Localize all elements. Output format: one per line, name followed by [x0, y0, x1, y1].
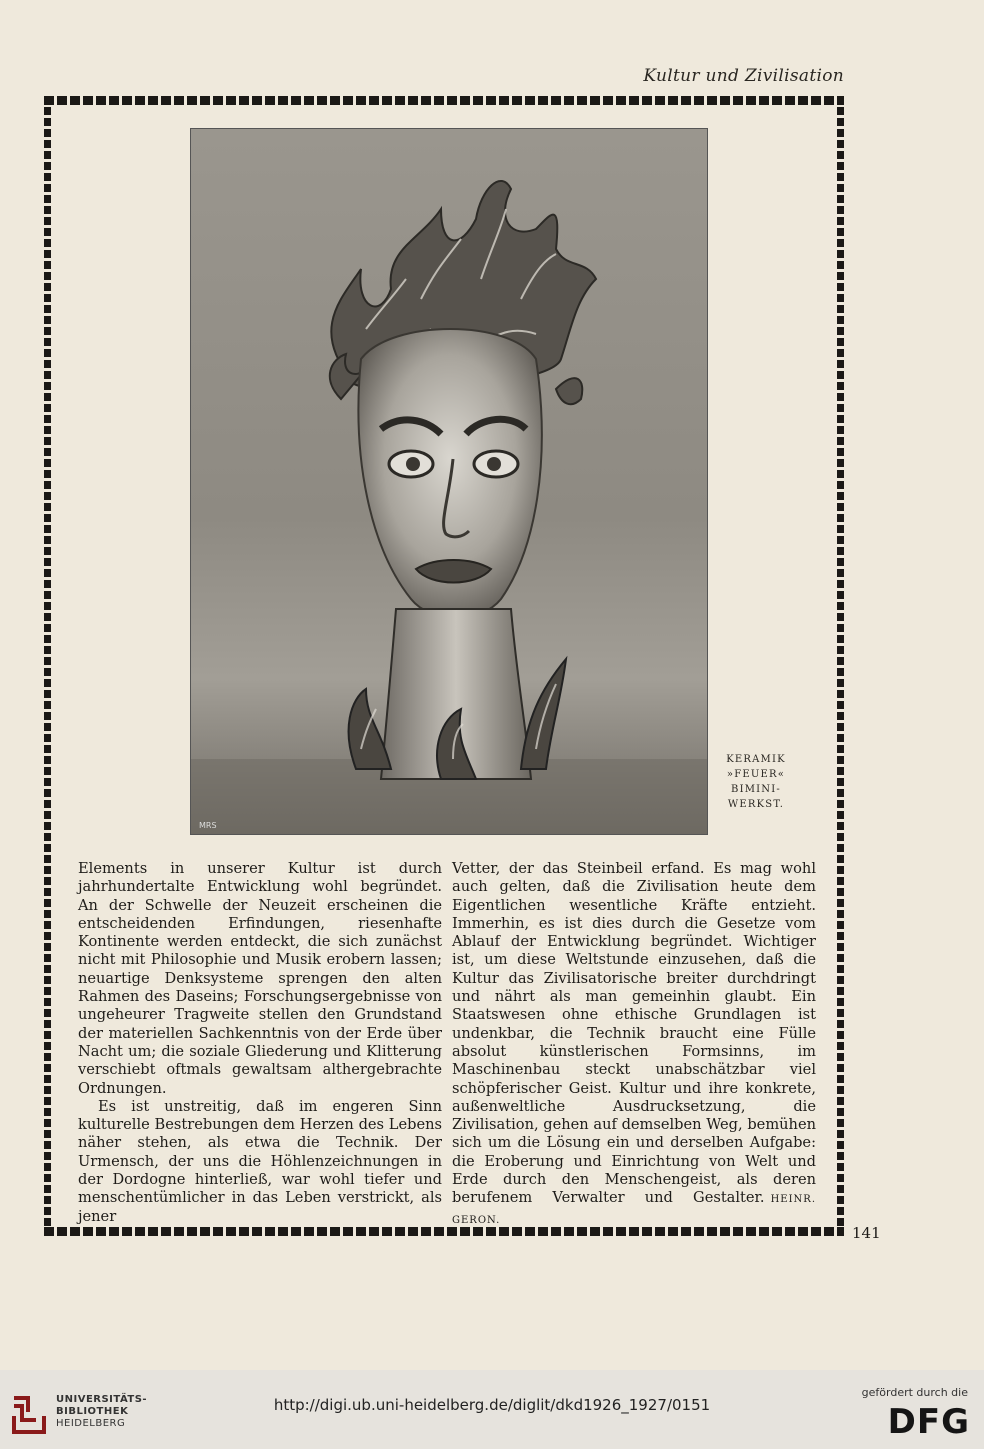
institution-line: HEIDELBERG [56, 1418, 126, 1429]
ceramic-head-illustration [191, 129, 707, 834]
figure-caption [716, 752, 796, 812]
photo-monogram: MRS [199, 821, 217, 830]
paragraph: Es ist unstreitig, daß im engeren Sinn kulturelle Bestrebungen dem Herzen des Lebens näher stehen, als etwa die Technik. Der Urmensch, der uns die Höhlenzeichnungen in der Dordogne hinterließ, war wohl tiefer und menschentümlicher in das Leben verstrickt, als jener [78, 1097, 442, 1225]
paragraph-text: Vetter, der das Steinbeil erfand. Es mag wohl auch gelten, daß die Zivilisation heute dem Eigentlichen wesentliche Kräfte entzieht. Immerhin, es ist dies durch die Gesetze vom Ablauf der Entwicklung begründet. Wichtiger ist, um diese Weltstunde einzusehen, daß die Kultur das Zivilisatorische breiter durchdringt und nährt als man gemeinhin glaubt. Ein Staatswesen ohne ethische Grundlagen ist undenkbar, die Technik braucht eine Fülle absolut künstlerischen Formsinns, im Maschinenbau steckt unabschätzbar viel schöpferischer Geist. Kultur und ihre konkrete, außenweltliche Ausdrucksetzung, die Zivilisation, gehen auf demselben Weg, bemühen sich um die Lösung ein und derselben Aufgabe: die Eroberung und Einrichtung von Welt und Erde durch den Menschengeist, als deren berufenem Verwalter und Gestalter. [452, 860, 816, 1207]
source-url-link[interactable]: http://digi.ub.uni-heidelberg.de/diglit/dkd1926_1927/0151 [273, 1396, 711, 1414]
paragraph: Elements in unserer Kultur ist durch jahrhundertalte Entwicklung wohl begründet. An der Schwelle der Neuzeit erscheinen die entscheidenden Erfindungen, riesenhafte Kontinente werden entdeckt, die sich zunächst nicht mit Philosophie und Musik erobern lassen; neuartige Denksysteme sprengen den alten Rahmen des Daseins; Forschungsergebnisse von ungeheurer Tragweite stellen den Grundstand der materiellen Sachkenntnis von der Erde über Nacht um; die soziale Gliederung und Klitterung verschiebt oftmals gewaltsam althergebrachte Ordnungen. [78, 860, 442, 1097]
institution-line: BIBLIOTHEK [56, 1406, 129, 1417]
dfg-logo: DFG [887, 1402, 970, 1442]
caption-line: WERKST. [727, 799, 785, 810]
caption-line: »FEUER« [726, 769, 786, 780]
author-signature: HEINR. GERON. [452, 1194, 816, 1226]
caption-line: BIMINI- [731, 784, 781, 795]
digitization-footer [0, 1370, 984, 1449]
border-top [44, 96, 844, 105]
ceramic-head-photograph [190, 128, 708, 835]
caption-line: KERAMIK [726, 754, 786, 765]
institution-line: UNIVERSITÄTS- [56, 1394, 148, 1405]
border-right [837, 96, 844, 1236]
page-number: 141 [852, 1224, 881, 1242]
text-column-right [452, 860, 816, 1230]
funded-by-label: gefördert durch die [861, 1386, 968, 1399]
text-column-left [78, 860, 442, 1226]
running-title: Kultur und Zivilisation [643, 66, 844, 86]
border-left [44, 96, 51, 1236]
paragraph [452, 860, 816, 1230]
